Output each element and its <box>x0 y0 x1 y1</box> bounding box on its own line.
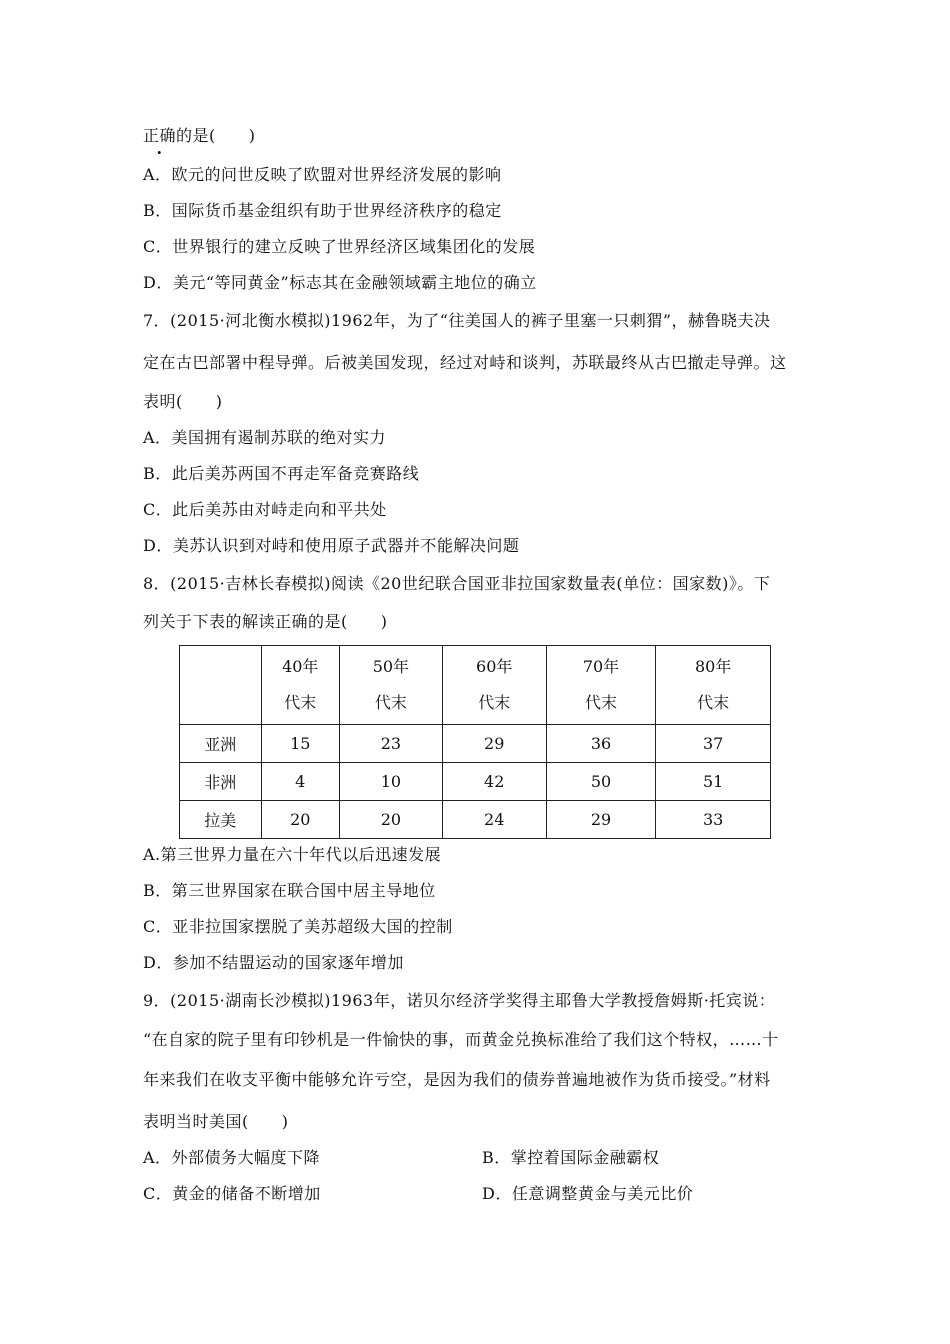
q8-option-c: C．亚非拉国家摆脱了美苏超级大国的控制 <box>143 917 453 936</box>
table-header-cell: 50年代末 <box>339 646 442 725</box>
table-header-cell <box>180 646 262 725</box>
table-cell: 36 <box>546 725 656 763</box>
q9-option-a: A．外部债务大幅度下降 <box>143 1148 321 1167</box>
q8-stem-line-1: 8．(2015·吉林长春模拟)阅读《20世纪联合国亚非拉国家数量表(单位：国家数)》。下 <box>143 574 771 593</box>
q8-option-d: D．参加不结盟运动的国家逐年增加 <box>143 953 404 972</box>
table-cell: 33 <box>656 801 771 839</box>
table-cell: 29 <box>442 725 546 763</box>
table-cell: 拉美 <box>180 801 262 839</box>
q7-option-c: C．此后美苏由对峙走向和平共处 <box>143 500 387 519</box>
q7-option-a: A．美国拥有遏制苏联的绝对实力 <box>143 428 387 447</box>
country-count-table <box>179 645 771 839</box>
table-cell: 37 <box>656 725 771 763</box>
table-cell: 42 <box>442 763 546 801</box>
q8-stem-line-2: 列关于下表的解读正确的是( ) <box>143 612 388 631</box>
q6-stem-tail: 正确的是( ) <box>143 126 256 145</box>
table-cell: 20 <box>261 801 339 839</box>
table-cell: 24 <box>442 801 546 839</box>
table-row <box>180 801 771 839</box>
table-cell: 50 <box>546 763 656 801</box>
q7-option-d: D．美苏认识到对峙和使用原子武器并不能解决问题 <box>143 536 520 555</box>
q7-option-b: B．此后美苏两国不再走军备竞赛路线 <box>143 464 420 483</box>
table-cell: 23 <box>339 725 442 763</box>
emphasis-dots-text: 正确 <box>143 126 177 145</box>
q9-option-c: C．黄金的储备不断增加 <box>143 1184 321 1203</box>
table-cell: 10 <box>339 763 442 801</box>
table-cell: 51 <box>656 763 771 801</box>
table-cell: 15 <box>261 725 339 763</box>
q9-option-d: D．任意调整黄金与美元比价 <box>482 1184 694 1203</box>
q8-option-a: A.第三世界力量在六十年代以后迅速发展 <box>143 845 442 864</box>
table-header-row <box>180 646 771 725</box>
table-cell: 亚洲 <box>180 725 262 763</box>
q6-option-a: A．欧元的问世反映了欧盟对世界经济发展的影响 <box>143 165 502 184</box>
q9-option-b: B．掌控着国际金融霸权 <box>482 1148 660 1167</box>
table-header-cell: 70年代末 <box>546 646 656 725</box>
table-cell: 20 <box>339 801 442 839</box>
q8-option-b: B．第三世界国家在联合国中居主导地位 <box>143 881 436 900</box>
q9-stem-line-1: 9．(2015·湖南长沙模拟)1963年，诺贝尔经济学奖得主耶鲁大学教授詹姆斯·托宾说： <box>143 991 776 1010</box>
table-header-cell: 40年代末 <box>261 646 339 725</box>
q6-option-b: B．国际货币基金组织有助于世界经济秩序的稳定 <box>143 201 502 220</box>
q9-stem-line-2: “在自家的院子里有印钞机是一件愉快的事，而黄金兑换标准给了我们这个特权，……十 <box>143 1030 779 1049</box>
q9-stem-line-4: 表明当时美国( ) <box>143 1112 289 1131</box>
q6-option-c: C．世界银行的建立反映了世界经济区域集团化的发展 <box>143 237 536 256</box>
table-cell: 4 <box>261 763 339 801</box>
q7-stem-line-3: 表明( ) <box>143 392 223 411</box>
q6-option-d: D．美元“等同黄金”标志其在金融领域霸主地位的确立 <box>143 273 537 292</box>
table-header-cell: 80年代末 <box>656 646 771 725</box>
q7-stem-line-2: 定在古巴部署中程导弹。后被美国发现，经过对峙和谈判，苏联最终从古巴撤走导弹。这 <box>143 353 787 372</box>
table-cell: 非洲 <box>180 763 262 801</box>
table-row <box>180 763 771 801</box>
table-header-cell: 60年代末 <box>442 646 546 725</box>
table-cell: 29 <box>546 801 656 839</box>
q7-stem-line-1: 7．(2015·河北衡水模拟)1962年，为了“往美国人的裤子里塞一只刺猬”，赫鲁晓夫决 <box>143 311 771 330</box>
table-row <box>180 725 771 763</box>
q9-stem-line-3: 年来我们在收支平衡中能够允许亏空，是因为我们的债券普遍地被作为货币接受。”材料 <box>143 1070 771 1089</box>
